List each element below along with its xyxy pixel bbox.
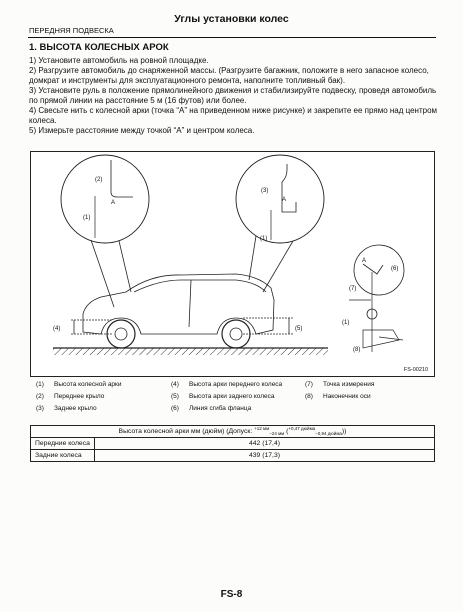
car-diagram (31, 152, 436, 378)
table-header-row (31, 426, 435, 438)
callout-4: (4) (53, 326, 61, 332)
section-heading: 1. ВЫСОТА КОЛЕСНЫХ АРОК (29, 42, 169, 53)
callout-7: (7) (349, 286, 357, 292)
procedure-steps (29, 56, 439, 136)
page-number: FS-8 (220, 589, 243, 600)
front-arch-detail (61, 155, 149, 243)
step-1: 1) Установите автомобиль на ровной площадке. (29, 56, 209, 65)
wheel-arch-figure (30, 151, 435, 377)
callout-8: (8) (353, 347, 361, 353)
row-value: 442 (17,4) (95, 438, 435, 450)
legend-item: (2) Переднее крыло (36, 393, 105, 400)
legend-item: (3) Заднее крыло (36, 405, 97, 412)
rear-hub (230, 328, 242, 340)
callout-1-left: (1) (83, 215, 91, 221)
row-value: 439 (17,3) (95, 450, 435, 462)
callout-a-right: A (282, 197, 287, 203)
legend-item: (6) Линия сгиба фланца (171, 405, 252, 412)
front-hub (115, 328, 127, 340)
rear-arch-detail (236, 155, 324, 243)
car-window-line (134, 280, 266, 292)
legend-item: (5) Высота арки заднего колеса (171, 393, 275, 400)
callout-1-small: (1) (342, 320, 350, 326)
step-4: 4) Свесьте нить с колесной арки (точка “A” на приведенном ниже рисунке) и закрепите ее прямо над центром колеса. (29, 106, 438, 125)
callout-2: (2) (95, 177, 103, 183)
step-5: 5) Измерьте расстояние между точкой “A” и центром колеса. (29, 126, 255, 135)
legend-item: (8) Наконечник оси (305, 393, 371, 400)
table-row (31, 438, 435, 450)
page-title: Углы установки колес (174, 13, 289, 25)
legend-item: (4) Высота арки переднего колеса (171, 381, 283, 388)
section-label: ПЕРЕДНЯЯ ПОДВЕСКА (29, 26, 114, 35)
row-label: Задние колеса (31, 450, 95, 462)
step-2: 2) Разгрузите автомобиль до снаряженной массы. (Разгрузите багажник, положите в него запасное колесо, домкрат и инструменты для эксплуатационного ремонта, наполните топливный бак). (29, 66, 429, 85)
wheel-arch-height-table (30, 425, 435, 462)
callout-5: (5) (295, 326, 303, 332)
step-3: 3) Установите руль в положение прямолинейного движения и стабилизируйте подвеску, проведя автомобиль по прямой линии на расстояние 5 м (16 футов) или более. (29, 86, 437, 105)
figure-id: FS-00210 (403, 367, 428, 373)
legend-item: (1) Высота колесной арки (36, 381, 122, 388)
table-row (31, 450, 435, 462)
callout-3: (3) (261, 188, 269, 194)
rear-wheel (222, 320, 250, 348)
header-rule (28, 37, 436, 38)
ground-hatch (53, 348, 328, 355)
callout-6: (6) (391, 266, 399, 272)
callout-a-left: A (111, 200, 116, 206)
legend-item: (7) Точка измерения (305, 381, 375, 388)
row-label: Передние колеса (31, 438, 95, 450)
callout-1-right: (1) (260, 236, 268, 242)
car-body (83, 274, 274, 334)
callout-a-small: A (362, 258, 367, 264)
table-header: Высота колесной арки мм (дюйм) (Допуск: $^{+12 мм}_{-24 мм}$ ($^{+0,47 дюйма}_{-0,94 дюйма}$)) (31, 426, 435, 438)
